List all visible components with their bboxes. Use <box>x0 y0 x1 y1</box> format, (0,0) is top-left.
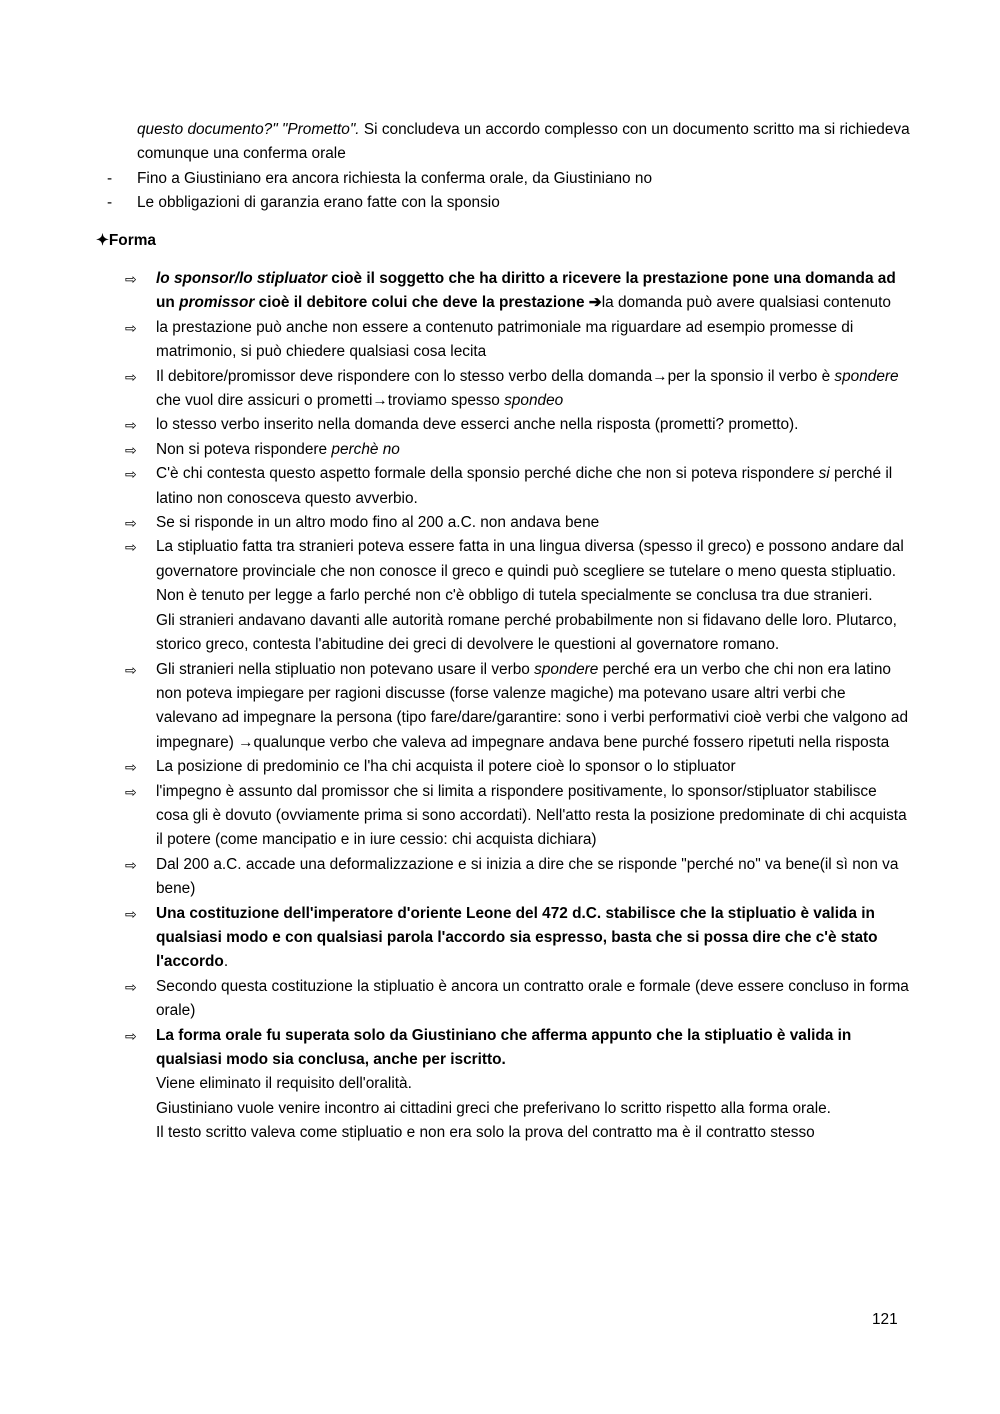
arrow-bullet-icon: ⇨ <box>125 441 137 458</box>
arrow-bullet-icon: ⇨ <box>125 661 137 678</box>
text-run: Una costituzione dell'imperatore d'oriente Leone del 472 d.C. stabilisce che la stipluatio è valida in qualsiasi modo e con qualsiasi parola l'accordo sia espresso, basta che si possa dire che c'è stato l'accordo <box>156 904 878 971</box>
text-run: la prestazione può anche non essere a contenuto patrimoniale ma riguardare ad esempio promesse di matrimonio, si può chiedere qualsiasi cosa lecita <box>156 318 854 361</box>
dash-bullet: - <box>107 194 113 212</box>
text-run: La forma orale fu superata solo da Giustiniano che afferma appunto che la stipluatio è valida in qualsiasi modo sia conclusa, anche per iscritto. <box>156 1026 852 1068</box>
text-run: Gli stranieri nella stipluatio non potevano usare il verbo <box>156 660 535 678</box>
text-run: Gli stranieri andavano davanti alle autorità romane perché probabilmente non si fidavano delle loro. Plutarco, storico greco, contesta l'abitudine dei greci di devolvere le questioni al governatore romano. <box>156 611 897 654</box>
arrow-item-text <box>156 413 910 437</box>
intro-section <box>0 118 1000 216</box>
arrow-list <box>0 267 1000 1146</box>
arrow-bullet-icon: ⇨ <box>125 759 137 776</box>
dash-list-item <box>0 167 1000 191</box>
text-run: spondere <box>534 660 599 678</box>
arrow-list-item <box>0 365 1000 414</box>
continuation-paragraph <box>137 118 917 167</box>
arrow-item-text <box>156 365 910 414</box>
dash-list-item <box>0 191 1000 215</box>
text-run: Viene eliminato il requisito dell'oralità. <box>156 1075 412 1093</box>
arrow-list-item <box>0 755 1000 779</box>
arrow-item-text <box>156 975 910 1024</box>
text-run: Se si risponde in un altro modo fino al 200 a.C. non andava bene <box>156 514 600 532</box>
arrow-item-text <box>156 462 910 511</box>
text-run: ➔ <box>588 294 602 312</box>
arrow-bullet-icon: ⇨ <box>125 539 137 556</box>
text-run: La stipluatio fatta tra stranieri poteva essere fatta in una lingua diversa (spesso il greco) e possono andare dal governatore provinciale che non conosce il greco e quindi può scegliere se tutelare o meno questa stipluatio. Non è tenuto per legge a farlo perché non c'è obbligo di tutela specialmente se conclusa tra due stranieri. <box>156 538 904 605</box>
text-run: C'è chi contesta questo aspetto formale della sponsio perché diche che non si poteva rispondere <box>156 465 819 483</box>
arrow-item-text <box>156 902 910 975</box>
arrow-list-item <box>0 267 1000 316</box>
dash-bullet: - <box>107 169 113 187</box>
arrow-list-item <box>0 413 1000 437</box>
text-run: spondere <box>834 367 899 385</box>
section-heading <box>96 229 156 253</box>
arrow-item-text <box>156 658 910 756</box>
text-run: Il testo scritto valeva come stipluatio e non era solo la prova del contratto ma è il contratto stesso <box>156 1124 815 1142</box>
arrow-list-item <box>0 853 1000 902</box>
text-run: Secondo questa costituzione la stipluatio è ancora un contratto orale e formale (deve essere concluso in forma orale) <box>156 977 909 1020</box>
arrow-bullet-icon: ⇨ <box>125 978 137 995</box>
text-run: La posizione di predominio ce l'ha chi acquista il potere cioè lo sponsor o lo stipluator <box>156 758 736 776</box>
arrow-list-item <box>0 316 1000 365</box>
dash-item-text: Le obbligazioni di garanzia erano fatte con la sponsio <box>137 194 500 212</box>
arrow-list-item <box>0 535 1000 657</box>
text-run: lo stesso verbo inserito nella domanda deve esserci anche nella risposta (prometti? prometto). <box>156 416 799 434</box>
page-number: 121 <box>872 1311 898 1328</box>
text-run: perché era un verbo che chi non era latino non poteva impiegare per ragioni discusse (forse valenze magiche) ma potevano usare altri verbi che valevano ad impegnare la persona (tipo fare/dare/garantire: sono i verbi performativi cioè verbi che valgono ad impegnare) →qualunque verbo che valeva ad impegnare andava bene purché fossero ripetuti nella risposta <box>156 660 909 751</box>
arrow-list-item <box>0 975 1000 1024</box>
text-run: Non si poteva rispondere <box>156 440 332 458</box>
text-run: questo documento?" "Prometto". <box>137 121 360 138</box>
text-run: Giustiniano vuole venire incontro ai cittadini greci che preferivano lo scritto rispetto alla forma orale. <box>156 1099 831 1117</box>
text-run: spondeo <box>504 392 564 410</box>
text-run: Il debitore/promissor deve rispondere con lo stesso verbo della domanda→per la sponsio il verbo è <box>156 367 835 385</box>
arrow-item-text <box>156 438 910 462</box>
arrow-bullet-icon: ⇨ <box>125 783 137 800</box>
arrow-bullet-icon: ⇨ <box>125 856 137 873</box>
arrow-bullet-icon: ⇨ <box>125 319 137 336</box>
arrow-bullet-icon: ⇨ <box>125 271 137 287</box>
arrow-list-item <box>0 780 1000 853</box>
text-run: l'impegno è assunto dal promissor che si limita a rispondere positivamente, lo sponsor/stipluator stabilisce cosa gli è dovuto (ovviamente prima si sono accordati). Nell'atto resta la posizione predominate di chi acquista il potere (come mancipatio e in iure cessio: chi acquista dichiara) <box>156 782 907 849</box>
text-run: perché il latino non conosceva questo avverbio. <box>156 465 893 507</box>
arrow-bullet-icon: ⇨ <box>125 368 137 385</box>
arrow-list-item <box>0 511 1000 535</box>
text-run: cioè il soggetto che ha diritto a ricevere la prestazione pone una domanda ad un <box>156 270 896 312</box>
text-run: che vuol dire assicuri o prometti→troviamo spesso <box>156 392 505 410</box>
arrow-bullet-icon: ⇨ <box>125 1027 137 1044</box>
dash-item-text: Fino a Giustiniano era ancora richiesta la conferma orale, da Giustiniano no <box>137 169 653 187</box>
arrow-item-text <box>156 853 910 902</box>
heading-text: Forma <box>108 232 156 249</box>
arrow-list-item <box>0 658 1000 756</box>
arrow-bullet-icon: ⇨ <box>125 417 137 434</box>
text-run: . <box>223 953 229 971</box>
four-pointed-star-icon: ✦ <box>96 232 109 249</box>
arrow-item-text <box>156 511 910 535</box>
text-run: lo sponsor/lo stipluator <box>156 270 328 287</box>
text-run: perchè no <box>331 440 400 458</box>
arrow-list-item <box>0 462 1000 511</box>
arrow-item-text <box>156 316 910 365</box>
arrow-item-text <box>156 535 910 657</box>
text-run: si <box>818 465 830 483</box>
text-run: cioè il debitore colui che deve la prestazione <box>254 294 589 312</box>
arrow-item-text <box>156 780 910 853</box>
arrow-bullet-icon: ⇨ <box>125 905 137 922</box>
arrow-bullet-icon: ⇨ <box>125 515 137 532</box>
arrow-item-text <box>156 755 910 779</box>
arrow-list-item <box>0 902 1000 975</box>
text-run: la domanda può avere qualsiasi contenuto <box>601 294 891 312</box>
text-run: Si concludeva un accordo complesso con un documento scritto ma si richiedeva comunque una conferma orale <box>137 121 910 163</box>
dash-list <box>0 167 1000 216</box>
arrow-item-text <box>156 1024 910 1146</box>
text-run: Dal 200 a.C. accade una deformalizzazione e si inizia a dire che se risponde "perché no" va bene(il sì non va bene) <box>156 855 899 898</box>
arrow-item-text <box>156 267 910 316</box>
arrow-bullet-icon: ⇨ <box>125 466 137 483</box>
arrow-list-item <box>0 1024 1000 1146</box>
arrow-list-item <box>0 438 1000 462</box>
text-run: promissor <box>179 294 255 312</box>
